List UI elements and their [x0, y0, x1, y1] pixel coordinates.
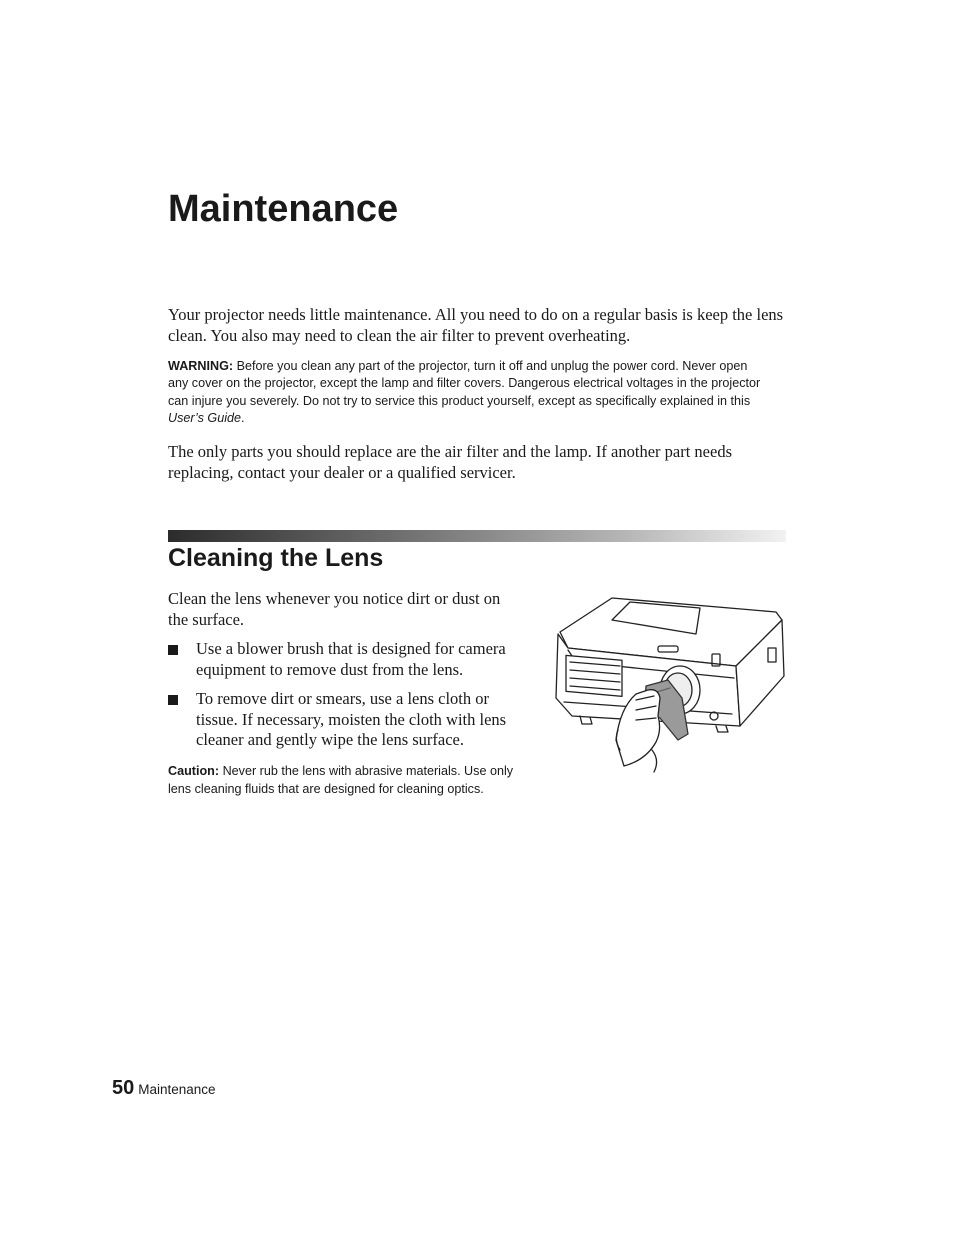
warning-end: . [241, 410, 245, 425]
bullet-square-icon [168, 645, 178, 655]
caution-label: Caution: [168, 764, 220, 778]
chapter-title: Maintenance [168, 188, 399, 230]
section-title: Cleaning the Lens [168, 544, 384, 572]
list-item [168, 639, 513, 680]
bullet-square-icon [168, 695, 178, 705]
users-guide-reference: User’s Guide [168, 410, 242, 425]
caution-note [168, 763, 523, 798]
page-number: 50 [112, 1077, 135, 1099]
section-lead: Clean the lens whenever you notice dirt or dust on the surface. [168, 589, 501, 629]
caution-text: Never rub the lens with abrasive materials. Use only lens cleaning fluids that are designed for cleaning optics. [168, 764, 514, 796]
list-item-text: Use a blower brush that is designed for camera equipment to remove dust from the lens. [196, 639, 506, 679]
parts-paragraph: The only parts you should replace are the air filter and the lamp. If another part needs replacing, contact your dealer or a qualified servicer. [168, 442, 732, 482]
section-divider [168, 530, 786, 542]
page-footer [112, 1077, 216, 1100]
projector-lens-cleaning-illustration [550, 590, 790, 780]
warning-label: WARNING: [168, 359, 234, 373]
warning-text: Before you clean any part of the projector, turn it off and unplug the power cord. Never open any cover on the projector, except the lamp and filter covers. Dangerous electrical voltages in the projector can injure you severely. Do not try to service this product yourself, except as specifically explained in this [168, 359, 761, 408]
list-item [168, 689, 513, 751]
warning-note [168, 358, 768, 427]
footer-title: Maintenance [138, 1082, 216, 1097]
intro-paragraph: Your projector needs little maintenance. All you need to do on a regular basis is keep the lens clean. You also may need to clean the air filter to prevent overheating. [168, 305, 784, 345]
list-item-text: To remove dirt or smears, use a lens cloth or tissue. If necessary, moisten the cloth with lens cleaner and gently wipe the lens surface. [196, 689, 507, 749]
